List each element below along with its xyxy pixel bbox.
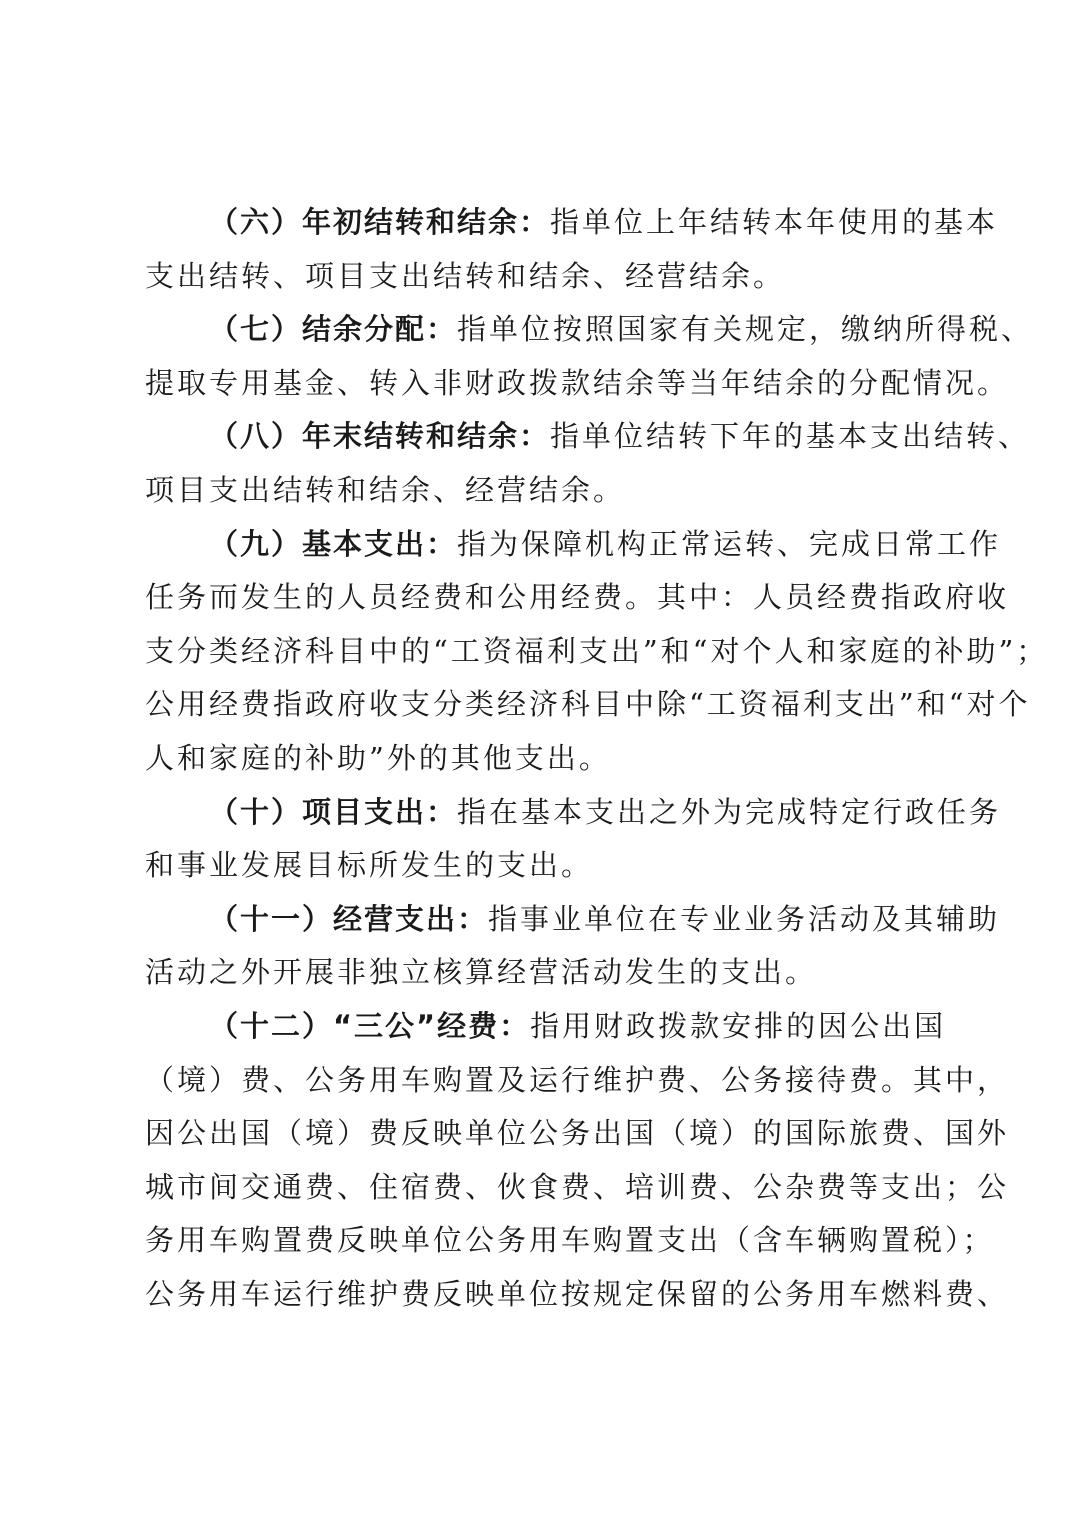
paragraph-line: 人和家庭的补助”外的其他支出。 — [145, 740, 611, 775]
paragraph-11 — [145, 893, 1001, 1000]
paragraph-line: 公务用车运行维护费反映单位按规定保留的公务用车燃料费、 — [145, 1276, 1010, 1311]
paragraph-text: 指事业单位在专业业务活动及其辅助 — [488, 901, 1001, 936]
paragraph-6 — [145, 196, 999, 303]
paragraph-line: 活动之外开展非独立核算经营活动发生的支出。 — [145, 955, 818, 990]
paragraph-line — [145, 786, 1002, 840]
paragraph-9 — [145, 518, 1049, 786]
paragraph-text: 指用财政拨款安排的因公出国 — [530, 1008, 947, 1043]
paragraph-line: 城市间交通费、住宿费、伙食费、培训费、公杂费等支出；公 — [145, 1169, 1010, 1204]
paragraph-heading: （十一）经营支出： — [209, 901, 489, 936]
paragraph-text: 指单位上年结转本年使用的基本 — [550, 205, 999, 239]
paragraph-line — [145, 1000, 945, 1054]
paragraph-12 — [145, 1000, 1010, 1322]
paragraph-heading: （六）年初结转和结余： — [209, 205, 551, 239]
paragraph-line: 公用经费指政府收支分类经济科目中除“工资福利支出”和“对个 — [145, 687, 1031, 722]
paragraph-line: 支出结转、项目支出结转和结余、经营结余。 — [145, 258, 786, 293]
paragraph-text: 指单位按照国家有关规定，缴纳所得税、 — [457, 312, 1034, 347]
paragraph-text: 指单位结转下年的基本支出结转、 — [550, 419, 1031, 454]
paragraph-line: 任务而发生的人员经费和公用经费。其中：人员经费指政府收 — [145, 580, 1010, 615]
paragraph-heading: （十二）“三公”经费： — [209, 1008, 531, 1043]
paragraph-line: 因公出国（境）费反映单位公务出国（境）的国际旅费、国外 — [145, 1116, 1010, 1151]
paragraph-line — [145, 410, 1031, 464]
paragraph-line: 项目支出结转和结余、经营结余。 — [145, 472, 626, 507]
document-body — [145, 196, 1049, 1321]
paragraph-text: 指为保障机构正常运转、完成日常工作 — [457, 526, 1002, 561]
paragraph-heading: （七）结余分配： — [209, 312, 458, 347]
paragraph-heading: （八）年末结转和结余： — [209, 419, 551, 454]
paragraph-line: 支分类经济科目中的“工资福利支出”和“对个人和家庭的补助”； — [145, 633, 1049, 668]
paragraph-heading: （九）基本支出： — [209, 526, 458, 561]
paragraph-line — [145, 893, 1001, 947]
paragraph-line: 务用车购置费反映单位公务用车购置支出（含车辆购置税）； — [145, 1223, 995, 1258]
paragraph-10 — [145, 786, 1002, 893]
paragraph-text: 指在基本支出之外为完成特定行政任务 — [457, 794, 1002, 829]
paragraph-heading: （十）项目支出： — [209, 794, 458, 829]
paragraph-8 — [145, 410, 1031, 517]
paragraph-line — [145, 196, 999, 250]
paragraph-line — [145, 303, 1034, 357]
paragraph-line: 提取专用基金、转入非财政拨款结余等当年结余的分配情况。 — [145, 365, 1010, 400]
paragraph-7 — [145, 303, 1034, 410]
paragraph-line: （境）费、公务用车购置及运行维护费、公务接待费。其中， — [145, 1062, 1010, 1097]
paragraph-line: 和事业发展目标所发生的支出。 — [145, 848, 594, 883]
paragraph-line — [145, 518, 1002, 572]
